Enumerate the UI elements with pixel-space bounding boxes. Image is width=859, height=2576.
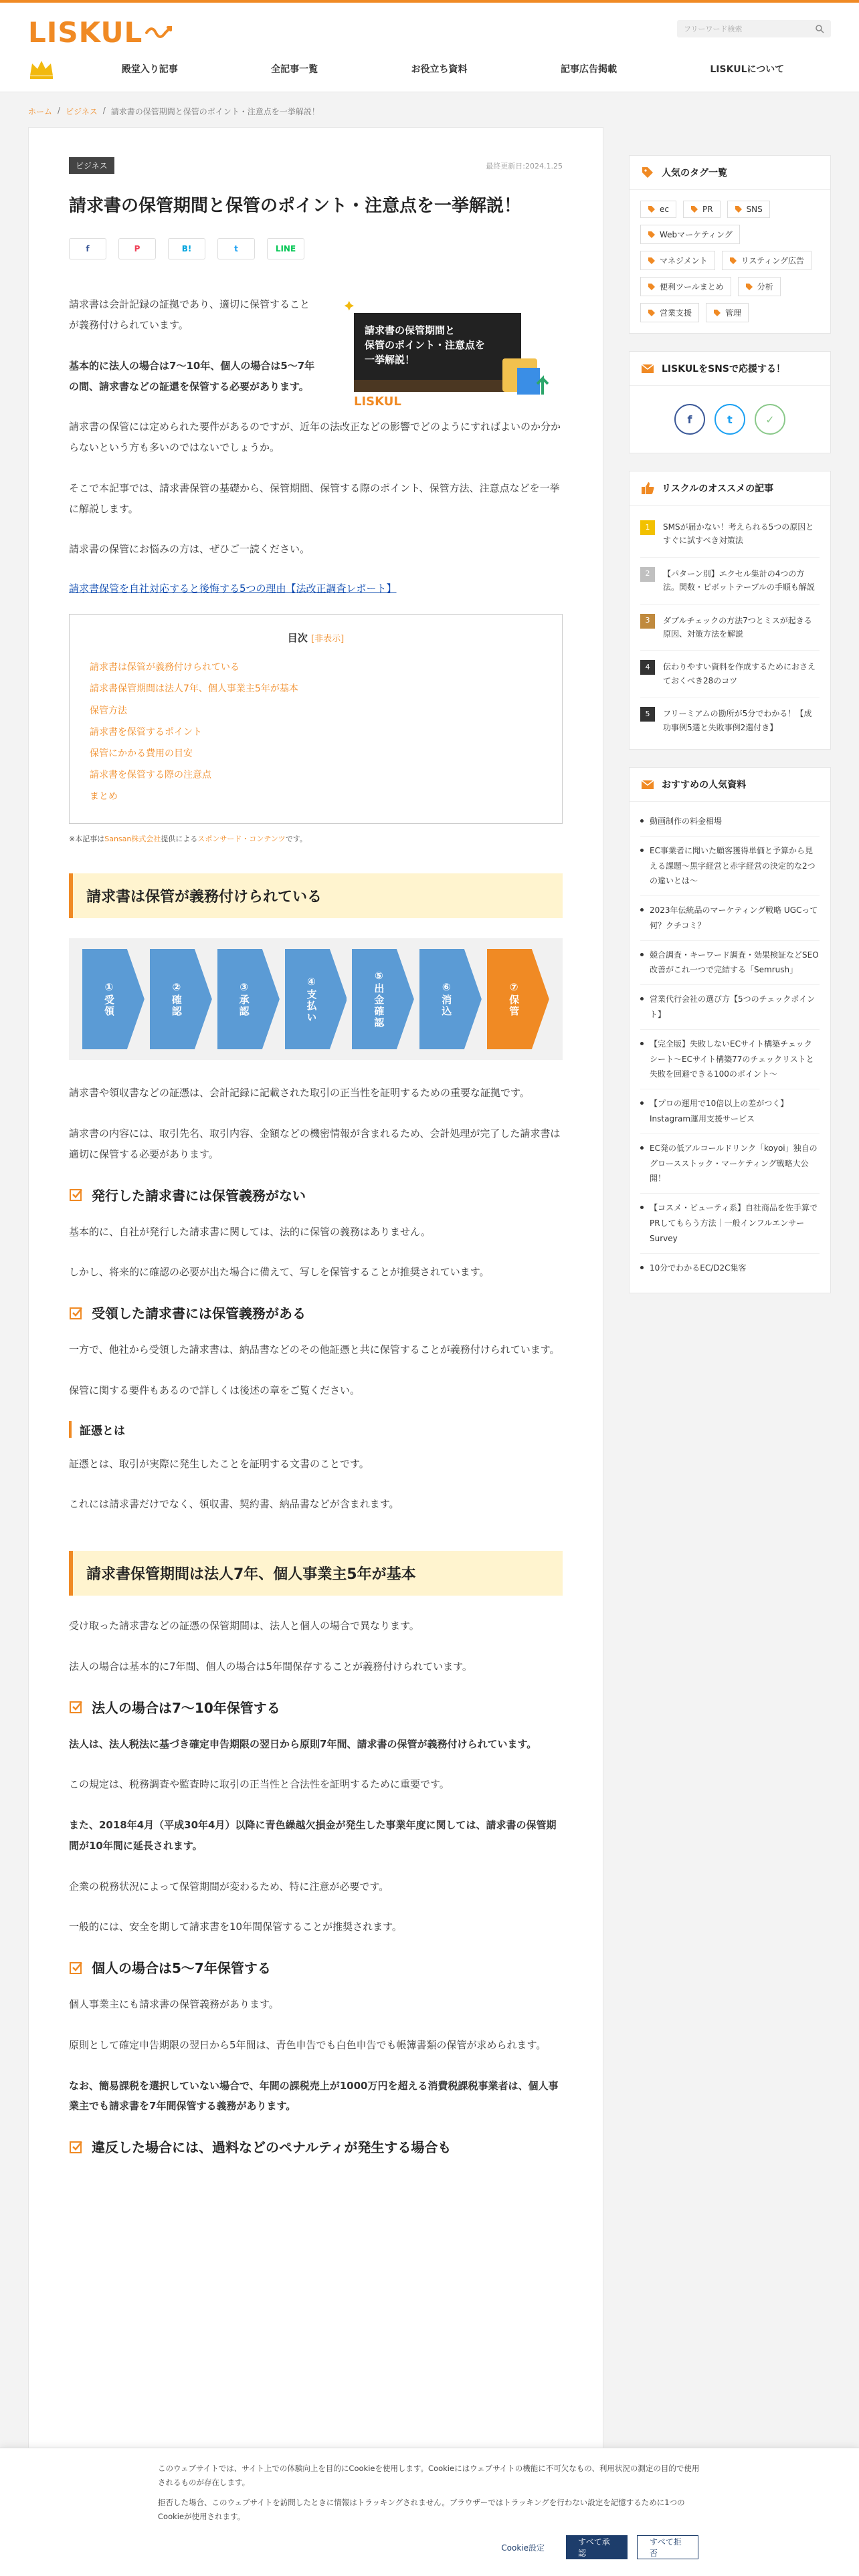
resource-link[interactable]: 10分でわかるEC/D2C集客: [640, 1254, 820, 1283]
paragraph: 保管に関する要件もあるので詳しくは後述の章をご覧ください。: [69, 1384, 361, 1396]
cookie-description: 拒否した場合、このウェブサイトを訪問したときに情報はトラッキングされません。ブラウザーではトラッキングを行わない設定を記憶するために1つのCookieが使用されます。: [158, 2497, 685, 2521]
twitter-icon[interactable]: t: [714, 404, 745, 435]
popular-resources-widget: おすすめの人気資料 動画制作の料金相場 EC事業者に聞いた顧客獲得単価と予算から見える課題〜黒字経営と赤字経営の決定的な2つの違いとは〜 2023年伝統品のマーケティング戦略 UGCって何？クチコミ？ 競合調査・キーワード調査・効果検証などSEO改善がこれ一つで完結する「Semrush」 営業代行会社の選び方【5つのチェックポイント】 【完全版】失敗しないECサイト構築チェックシート〜ECサイト構築77のチェックリストと失敗を回避できる100のポイント〜 【プロの運用で10倍以上の差がつく】Instagram運用支援サービス EC発の低アルコールドリンク「koyoi」独自のグロースストック・マーケティング戦略大公開！ 【コスメ・ビューティ系】自社商品を佐手算でPRしてもらう方法｜一般インフルエンサーSurvey 10分でわかるEC/D2C集客: [629, 767, 831, 1294]
tag-link[interactable]: SNS: [727, 201, 770, 218]
nav-all-articles[interactable]: 全記事一覧: [271, 64, 318, 75]
updated-date: 最終更新日:2024.1.25: [486, 161, 563, 171]
check-icon: [69, 1305, 84, 1320]
cookie-settings-button[interactable]: Cookie設定: [501, 2543, 545, 2553]
breadcrumb-current: 請求書の保管期間と保管のポイント・注意点を一挙解説！: [110, 107, 320, 116]
flow-step: ⑥消込: [419, 949, 482, 1049]
tag-link[interactable]: マネジメント: [640, 251, 715, 270]
check-icon: [69, 2139, 84, 2154]
resource-link[interactable]: 動画制作の料金相場: [640, 807, 820, 837]
resource-link[interactable]: 競合調査・キーワード調査・効果検証などSEO改善がこれ一つで完結する「Semrush」: [640, 941, 820, 986]
sponsored-content-link[interactable]: スポンサード・コンテンツ: [197, 835, 286, 844]
paragraph-bold: 法人は、法人税法に基づき確定申告期限の翌日から原則7年間、請求書の保管が義務付けられています。: [69, 1737, 537, 1750]
subsection-heading: 発行した請求書には保管義務がない: [69, 1185, 563, 1204]
share-facebook-button[interactable]: f: [69, 238, 106, 259]
mail-icon: [640, 777, 655, 792]
breadcrumb-category[interactable]: ビジネス: [66, 107, 98, 116]
mail-icon: [640, 361, 655, 376]
share-hatena-button[interactable]: B!: [168, 238, 205, 259]
hero-brand: LISKUL: [354, 395, 401, 409]
check-icon: [69, 1699, 84, 1714]
paragraph: そこで本記事では、請求書保管の基礎から、保管期間、保管する際のポイント、保管方法、注意点などを一挙に解説します。: [69, 481, 560, 515]
tag-link[interactable]: Webマーケティング: [640, 225, 740, 244]
share-twitter-button[interactable]: t: [217, 238, 255, 259]
table-of-contents: [69, 614, 563, 824]
subsection-heading: 個人の場合は5〜7年保管する: [69, 1957, 563, 1977]
toc-item[interactable]: 保管方法: [90, 705, 127, 716]
share-pocket-button[interactable]: P: [118, 238, 156, 259]
paragraph: しかし、将来的に確認の必要が出た場合に備えて、写しを保管することが推奨されています。: [69, 1266, 490, 1279]
share-line-button[interactable]: LINE: [267, 238, 304, 259]
recommended-article-link[interactable]: 5 フリーミアムの勘所が5分でわかる！【成功事例5選と失敗事例2選付き】: [640, 697, 820, 744]
popular-tags-widget: 人気のタグ一覧 ec PR SNS Webマーケティング マネジメント リスティング広告 便利ツールまとめ 分析 営業支援 管理: [629, 155, 831, 334]
paragraph: 一方で、他社から受領した請求書は、納品書などのその他証憑と共に保管することが義務付けられています。: [69, 1344, 560, 1356]
flow-step: ①受領: [82, 949, 145, 1049]
flow-step: ③承認: [217, 949, 280, 1049]
site-logo[interactable]: LISKUL: [28, 16, 175, 49]
check-icon: [69, 1960, 84, 1975]
site-header: [0, 3, 859, 92]
subsection-heading: 法人の場合は7〜10年保管する: [69, 1697, 563, 1717]
paragraph: この規定は、税務調査や監査時に取引の正当性と合法性を証明するために重要です。: [69, 1778, 450, 1791]
share-buttons: [69, 238, 563, 259]
nav-resources[interactable]: お役立ち資料: [411, 64, 468, 75]
toc-item[interactable]: 請求書を保管するポイント: [90, 726, 202, 738]
tag-icon: [648, 205, 656, 213]
sns-widget: LISKULをSNSで応援する！ f t ✓: [629, 351, 831, 453]
section-heading: 請求書保管期間は法人7年、個人事業主5年が基本: [69, 1551, 563, 1596]
page-title: 請求書の保管期間と保管のポイント・注意点を一挙解説！: [69, 196, 522, 216]
tag-icon: [640, 165, 655, 180]
toc-item[interactable]: 請求書は保管が義務付けられている: [90, 662, 240, 673]
resource-link[interactable]: EC事業者に聞いた顧客獲得単価と予算から見える課題〜黒字経営と赤字経営の決定的な2つの違いとは〜: [640, 837, 820, 896]
logo-swoosh-icon: [145, 23, 175, 42]
intro-paragraph-bold: 基本的に法人の場合は7〜10年、個人の場合は5〜7年の間、請求書などの証還を保管する必要があります。: [69, 359, 315, 393]
resource-link[interactable]: 【完全版】失敗しないECサイト構築チェックシート〜ECサイト構築77のチェックリストと失敗を回避できる100のポイント〜: [640, 1030, 820, 1089]
breadcrumb-separator: /: [58, 106, 61, 115]
rank-badge: 1: [640, 520, 655, 535]
tag-icon: [648, 231, 656, 239]
hero-title-line: 請求書の保管期間と: [365, 324, 456, 337]
flow-step: ②確認: [150, 949, 212, 1049]
flow-step: ④支払い: [285, 949, 347, 1049]
crown-icon[interactable]: [28, 58, 55, 80]
resource-link[interactable]: 【コスメ・ビューティ系】自社商品を佐手算でPRしてもらう方法｜一般インフルエンサーSurvey: [640, 1194, 820, 1253]
nav-hall-of-fame[interactable]: 殿堂入り記事: [121, 64, 178, 75]
rank-badge: 4: [640, 660, 655, 675]
tag-icon: [745, 283, 753, 291]
tag-icon: [648, 257, 656, 265]
recommended-article-link[interactable]: 1 SMSが届かない！考えられる5つの原因とすぐに試すべき対策法: [640, 511, 820, 558]
recommended-article-link[interactable]: 3 ダブルチェックの方法7つとミスが起きる原因、対策方法を解説: [640, 605, 820, 651]
tag-link[interactable]: 管理: [706, 303, 749, 322]
hero-image: [342, 294, 563, 408]
resource-link[interactable]: EC発の低アルコールドリンク「koyoi」独自のグロースストック・マーケティング戦略大公開！: [640, 1134, 820, 1194]
nav-ad-placement[interactable]: 記事広告掲載: [560, 64, 617, 75]
flow-step: ⑤出金確認: [352, 949, 414, 1049]
paragraph: 一般的には、安全を期して請求書を10年間保管することが推奨されます。: [69, 1921, 402, 1933]
tag-link[interactable]: 営業支援: [640, 303, 699, 322]
hero-title-line: 一挙解説！: [365, 353, 415, 366]
intro-paragraph: 請求書は会計記録の証拠であり、適切に保管することが義務付けられています。: [69, 298, 310, 332]
recommended-article-link[interactable]: 2 【パターン別】エクセル集計の4つの方法。関数・ピボットテーブルの手順も解説: [640, 558, 820, 605]
search-icon[interactable]: [815, 24, 824, 33]
toc-item[interactable]: まとめ: [90, 791, 118, 802]
tag-icon: [648, 309, 656, 317]
subsection-heading: 違反した場合には、過料などのペナルティが発生する場合も: [69, 2137, 563, 2156]
paragraph: 請求書や領収書などの証憑は、会計記録に記載された取引の正当性を証明するための重要な証拠です。: [69, 1087, 530, 1099]
recommended-article-link[interactable]: 4 伝わりやすい資料を作成するためにおさえておくべき28のコツ: [640, 651, 820, 697]
toc-item[interactable]: 請求書保管期間は法人7年、個人事業主5年が基本: [90, 683, 298, 695]
tag-link[interactable]: 分析: [738, 277, 781, 296]
paragraph: 個人事業主にも請求書の保管義務があります。: [69, 1998, 279, 2011]
invoice-flow-diagram: [69, 938, 563, 1060]
breadcrumb-home[interactable]: ホーム: [28, 107, 53, 116]
paragraph: 基本的に、自社が発行した請求書に関しては、法的に保管の義務はありません。: [69, 1225, 431, 1238]
feedly-icon[interactable]: ✓: [755, 404, 785, 435]
minor-heading: 証憑とは: [69, 1421, 563, 1438]
resource-link[interactable]: 2023年伝統品のマーケティング戦略 UGCって何？クチコミ？: [640, 896, 820, 941]
search-input[interactable]: フリーワード検索: [677, 20, 831, 37]
tag-icon: [729, 257, 737, 265]
toc-item[interactable]: 請求書を保管する際の注意点: [90, 770, 211, 781]
paragraph: 証憑とは、取引が実際に発生したことを証明する文書のことです。: [69, 1457, 369, 1470]
breadcrumb: [28, 106, 320, 117]
toc-item[interactable]: 保管にかかる費用の目安: [90, 748, 193, 759]
breadcrumb-separator: /: [102, 106, 106, 115]
cookie-banner: [0, 2448, 859, 2576]
recommended-articles-widget: リスクルのオススメの記事 1 SMSが届かない！考えられる5つの原因とすぐに試すべき対策法 2 【パターン別】エクセル集計の4つの方法。関数・ピボットテーブルの手順も解説 3 ダブルチェックの方法7つとミスが起きる原因、対策方法を解説 4 伝わりやすい資料を作成するためにおさえておくべき28のコツ 5 フリーミアムの勘所が5分でわかる！【成功事例5選と失敗事例2選付き】: [629, 471, 831, 750]
tag-icon: [735, 205, 743, 213]
reject-all-button[interactable]: すべて拒否: [637, 2535, 698, 2559]
tag-link[interactable]: リスティング広告: [722, 251, 812, 270]
nav-about[interactable]: LISKULについて: [710, 64, 785, 75]
paragraph-bold: また、2018年4月（平成30年4月）以降に青色繰越欠損金が発生した事業年度に関しては、請求書の保管期間が10年間に延長されます。: [69, 1819, 557, 1852]
subsection-heading: 受領した請求書には保管義務がある: [69, 1303, 563, 1322]
hero-title-line: 保管のポイント・注意点を: [365, 339, 486, 352]
paragraph: 企業の税務状況によって保管期間が変わるため、特に注意が必要です。: [69, 1880, 389, 1893]
accept-all-button[interactable]: すべて承認: [566, 2535, 628, 2559]
promo-link[interactable]: 請求書保管を自社対応すると後悔する5つの理由【法改正調査レポート】: [69, 582, 397, 595]
category-badge[interactable]: ビジネス: [69, 157, 114, 174]
sponsor-company-link[interactable]: Sansan株式会社: [104, 835, 161, 844]
rank-badge: 2: [640, 567, 655, 582]
paragraph: 受け取った請求書などの証憑の保管期間は、法人と個人の場合で異なります。: [69, 1620, 419, 1632]
paragraph: 請求書の内容には、取引先名、取引内容、金額などの機密情報が含まれるため、会計処理が完了した請求書は適切に保管する必要があります。: [69, 1128, 561, 1160]
cookie-description: このウェブサイトでは、サイト上での体験向上を目的にCookieを使用します。Cookieにはウェブサイトの機能に不可欠なもの、利用状況の測定の目的で使用されるものが存在します。: [158, 2464, 700, 2488]
thumbs-up-icon: [640, 481, 655, 496]
section-heading: 請求書は保管が義務付けられている: [69, 873, 563, 918]
resource-link[interactable]: 【プロの運用で10倍以上の差がつく】Instagram運用支援サービス: [640, 1089, 820, 1134]
main-nav: [28, 53, 831, 84]
sponsor-note: ※本記事はSansan株式会社提供によるスポンサード・コンテンツです。: [69, 835, 307, 844]
tag-icon: [713, 309, 721, 317]
paragraph: 請求書の保管には定められた要件があるのですが、近年の法改正などの影響でどのようにすればよいのか分からないという方も多いのではないでしょうか。: [69, 421, 561, 454]
paragraph: 原則として確定申告期限の翌日から5年間は、青色申告でも白色申告でも帳簿書類の保管が求められます。: [69, 2038, 547, 2051]
paragraph: 法人の場合は基本的に7年間、個人の場合は5年間保存することが義務付けられています。: [69, 1660, 472, 1673]
tag-icon: [690, 205, 698, 213]
paragraph: 請求書の保管にお悩みの方は、ぜひご一読ください。: [69, 543, 310, 556]
check-icon: [69, 1187, 84, 1202]
tag-icon: [648, 283, 656, 291]
toc-title: 目次: [287, 632, 308, 645]
rank-badge: 3: [640, 614, 655, 629]
toc-toggle[interactable]: [非表示]: [311, 634, 345, 645]
paragraph-bold: なお、簡易課税を選択していない場合で、年間の課税売上が1000万円を超える消費税課税事業者は、個人事業主でも請求書を7年間保管する義務があります。: [69, 2079, 559, 2113]
article: [28, 127, 603, 2548]
tag-link[interactable]: 便利ツールまとめ: [640, 277, 731, 296]
sidebar: [629, 155, 831, 1311]
paragraph: これには請求書だけでなく、領収書、契約書、納品書などが含まれます。: [69, 1498, 399, 1511]
tag-link[interactable]: PR: [683, 201, 721, 218]
flow-step-final: ⑦保管: [487, 949, 549, 1049]
facebook-icon[interactable]: f: [674, 404, 705, 435]
tag-link[interactable]: ec: [640, 201, 676, 218]
rank-badge: 5: [640, 707, 655, 722]
resource-link[interactable]: 営業代行会社の選び方【5つのチェックポイント】: [640, 985, 820, 1030]
